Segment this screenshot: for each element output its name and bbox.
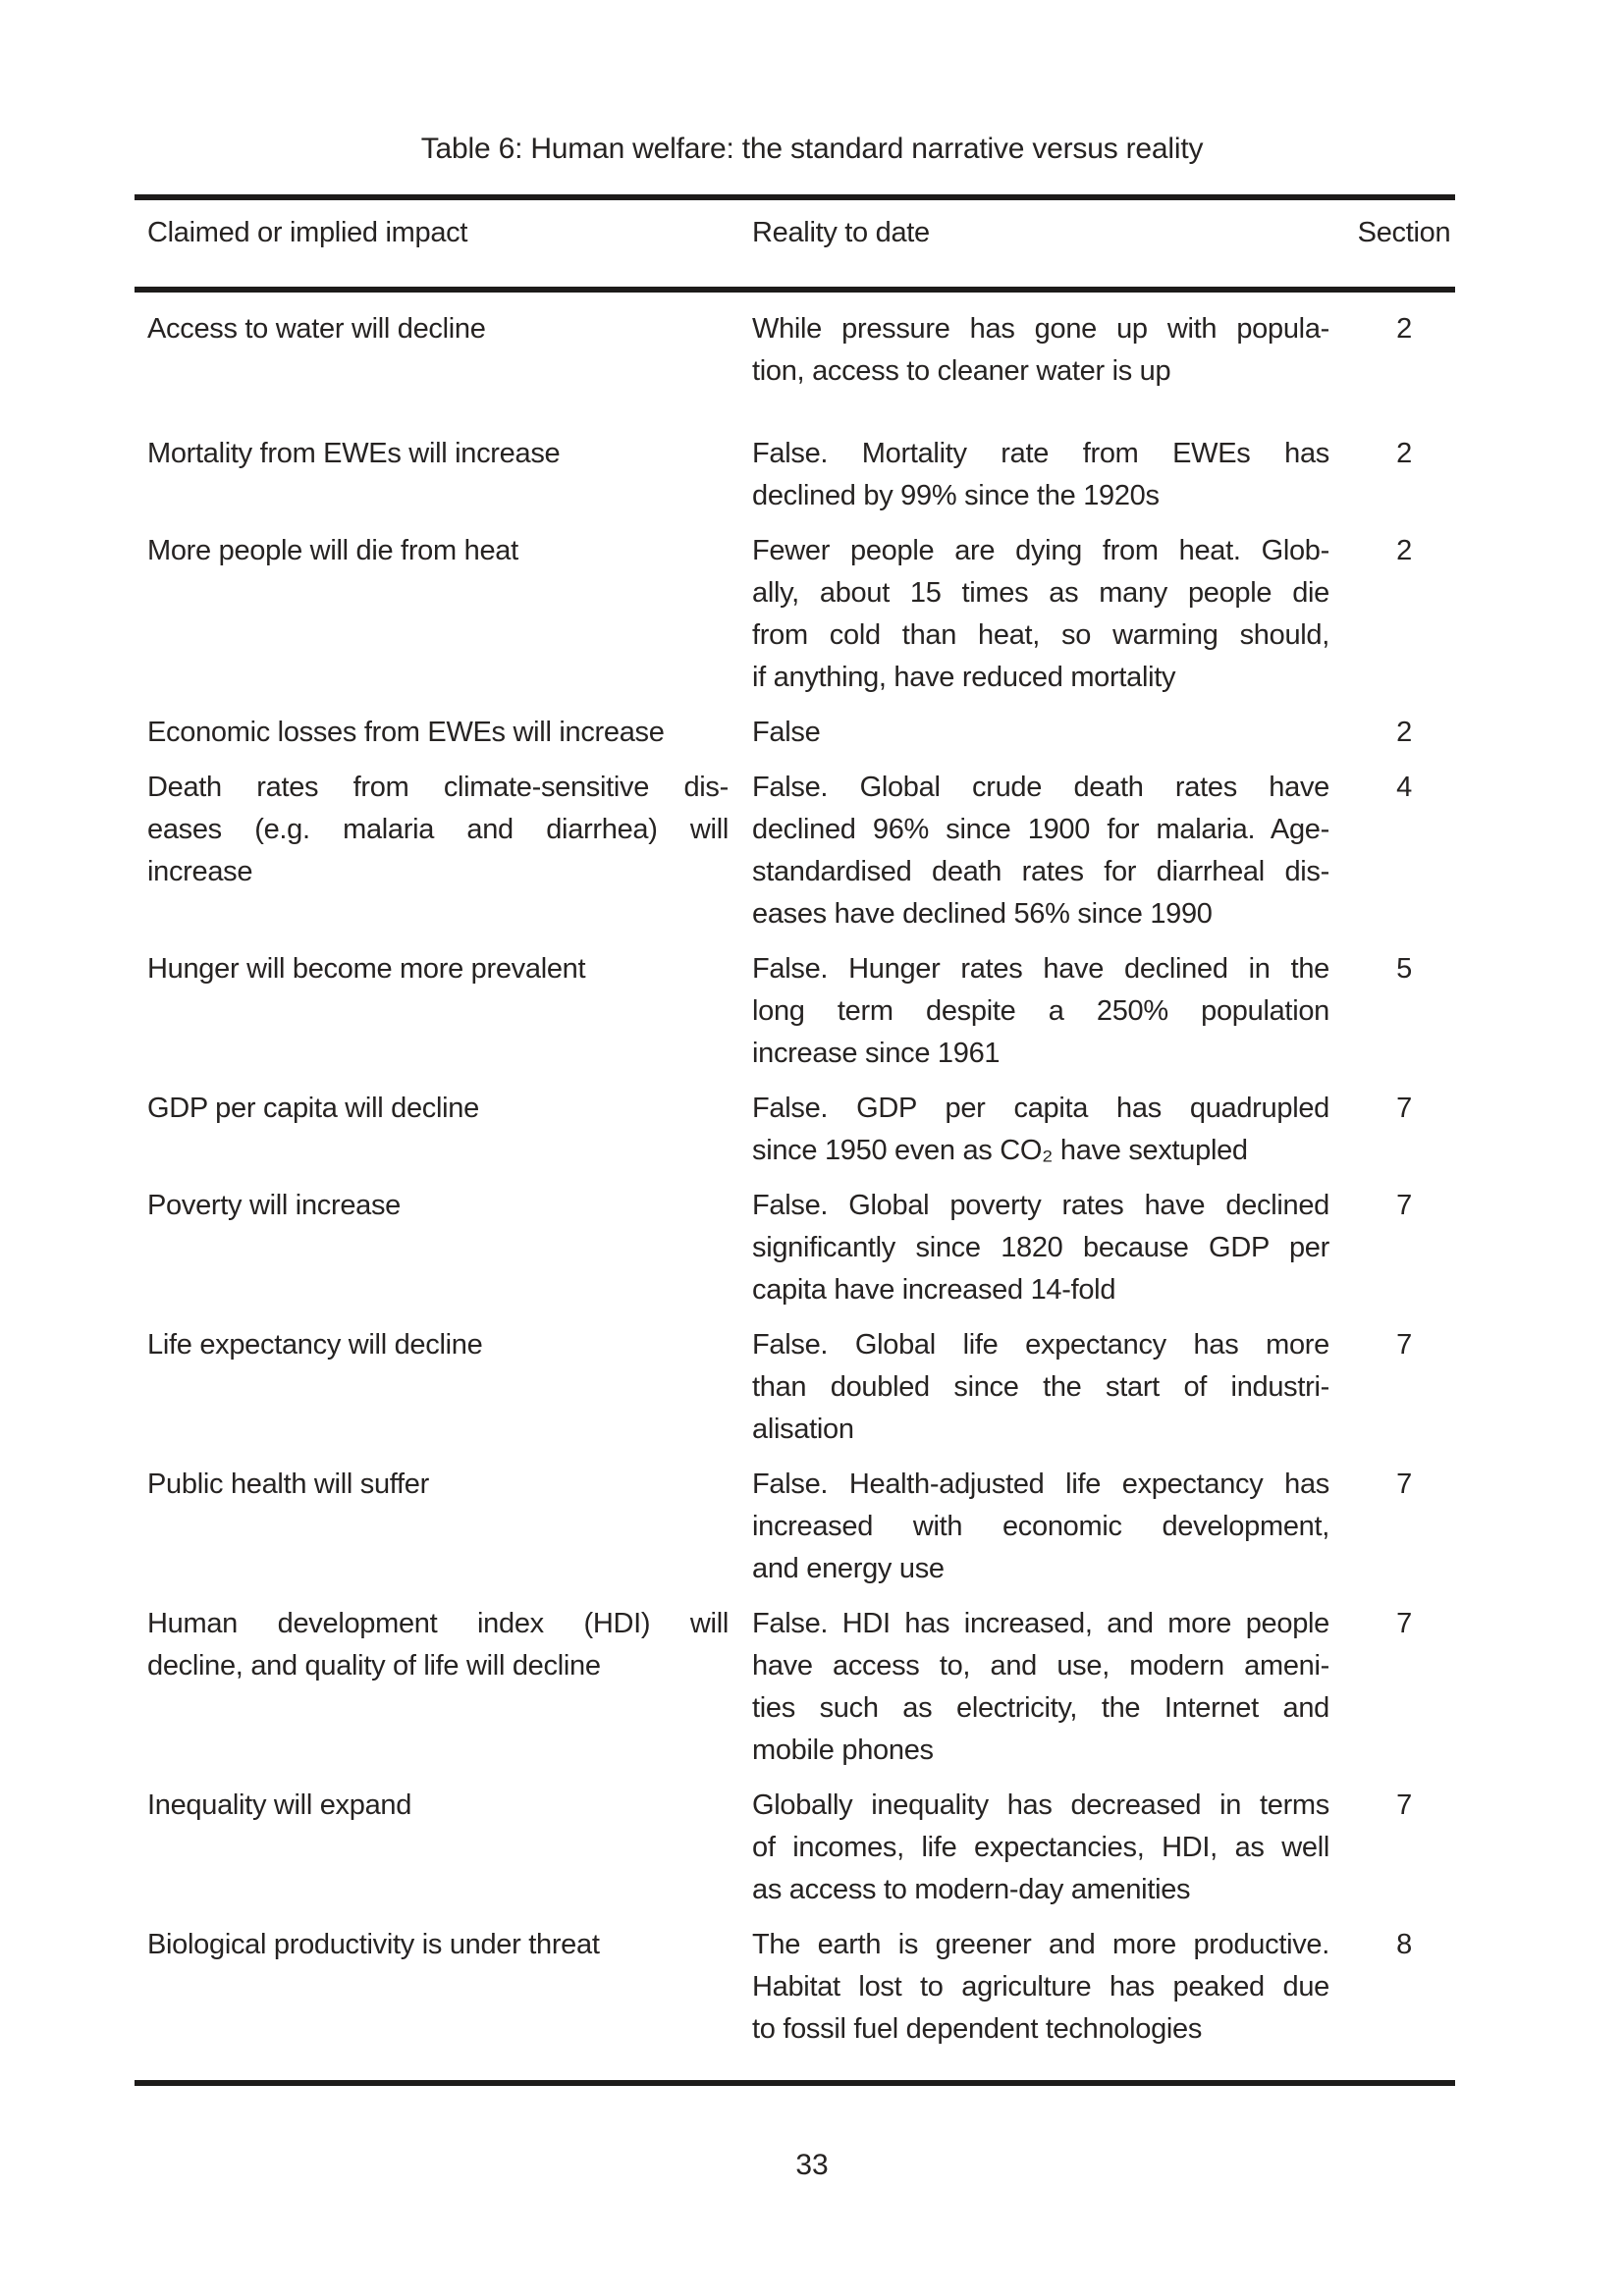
- table-row: [135, 948, 1455, 1075]
- claim-cell: Death rates from climate-sensitive dis- eases (e.g. malaria and diarrhea) will increase: [147, 772, 729, 887]
- section-cell: 7: [1396, 1093, 1412, 1124]
- claim-cell: Economic losses from EWEs will increase: [147, 717, 665, 748]
- claim-cell: Public health will suffer: [147, 1468, 429, 1500]
- reality-cell: False: [752, 717, 821, 748]
- table-row: [135, 767, 1455, 935]
- column-header-claim: Claimed or implied impact: [147, 217, 468, 248]
- table-row: [135, 308, 1455, 393]
- claim-cell: Life expectancy will decline: [147, 1329, 483, 1361]
- claim-cell: Access to water will decline: [147, 313, 486, 345]
- section-cell: 7: [1396, 1608, 1412, 1639]
- reality-cell: While pressure has gone up with popula- tion, access to cleaner water is up: [752, 313, 1329, 387]
- table-row: [135, 712, 1455, 754]
- table-row: [135, 1185, 1455, 1311]
- column-header-section: Section: [1357, 217, 1451, 248]
- reality-cell: False. HDI has increased, and more people have access to, and use, modern ameni- ties such as electricity, the Internet and mobile phones: [752, 1608, 1329, 1766]
- reality-cell: Fewer people are dying from heat. Glob- ally, about 15 times as many people die from cold than heat, so warming should, if anything, have reduced mortality: [752, 535, 1329, 693]
- section-cell: 7: [1396, 1789, 1412, 1821]
- reality-cell: False. Hunger rates have declined in the long term despite a 250% population increase since 1961: [752, 953, 1329, 1069]
- reality-cell: False. Global poverty rates have declined significantly since 1820 because GDP per capita have increased 14-fold: [752, 1190, 1329, 1306]
- table-row: [135, 1924, 1455, 2051]
- claim-cell: More people will die from heat: [147, 535, 518, 566]
- reality-cell: Globally inequality has decreased in terms of incomes, life expectancies, HDI, as well as access to modern-day amenities: [752, 1789, 1329, 1905]
- table-row: [135, 1603, 1455, 1772]
- claim-cell: Poverty will increase: [147, 1190, 402, 1221]
- reality-cell: The earth is greener and more productive. Habitat lost to agriculture has peaked due to fossil fuel dependent technologies: [752, 1929, 1329, 2045]
- table-row: [135, 433, 1455, 517]
- section-cell: 2: [1396, 313, 1412, 345]
- table-row: [135, 1464, 1455, 1590]
- claim-cell: Mortality from EWEs will increase: [147, 438, 561, 469]
- table-body: [135, 293, 1455, 2080]
- reality-cell: False. GDP per capita has quadrupled since 1950 even as CO₂ have sextupled: [752, 1093, 1329, 1166]
- reality-cell: False. Global life expectancy has more than doubled since the start of industri- alisation: [752, 1329, 1329, 1445]
- table-title: Table 6: Human welfare: the standard narrative versus reality: [420, 133, 1204, 165]
- section-cell: 4: [1396, 772, 1412, 803]
- reality-cell: False. Global crude death rates have declined 96% since 1900 for malaria. Age- standardised death rates for diarrheal dis- eases have declined 56% since 1990: [752, 772, 1329, 930]
- table-row: [135, 530, 1455, 699]
- page-number: 33: [795, 2149, 829, 2181]
- welfare-table: [135, 194, 1455, 2086]
- reality-cell: False. Mortality rate from EWEs has declined by 99% since the 1920s: [752, 438, 1329, 511]
- section-cell: 7: [1396, 1329, 1412, 1361]
- column-header-reality: Reality to date: [752, 217, 930, 248]
- table-bottom-rule: [135, 2080, 1455, 2086]
- section-cell: 2: [1396, 535, 1412, 566]
- claim-cell: Hunger will become more prevalent: [147, 953, 586, 985]
- claim-cell: Biological productivity is under threat: [147, 1929, 600, 1960]
- section-cell: 2: [1396, 438, 1412, 469]
- section-cell: 5: [1396, 953, 1412, 985]
- table-row: [135, 1785, 1455, 1911]
- table-row: [135, 1088, 1455, 1172]
- table-header-row: [135, 200, 1455, 287]
- claim-cell: GDP per capita will decline: [147, 1093, 479, 1124]
- claim-cell: Inequality will expand: [147, 1789, 412, 1821]
- table-row: [135, 1324, 1455, 1451]
- section-cell: 8: [1396, 1929, 1412, 1960]
- section-cell: 2: [1396, 717, 1412, 748]
- claim-cell: Human development index (HDI) will decline, and quality of life will decline: [147, 1608, 729, 1682]
- section-cell: 7: [1396, 1190, 1412, 1221]
- section-cell: 7: [1396, 1468, 1412, 1500]
- reality-cell: False. Health-adjusted life expectancy has increased with economic development, and energy use: [752, 1468, 1329, 1584]
